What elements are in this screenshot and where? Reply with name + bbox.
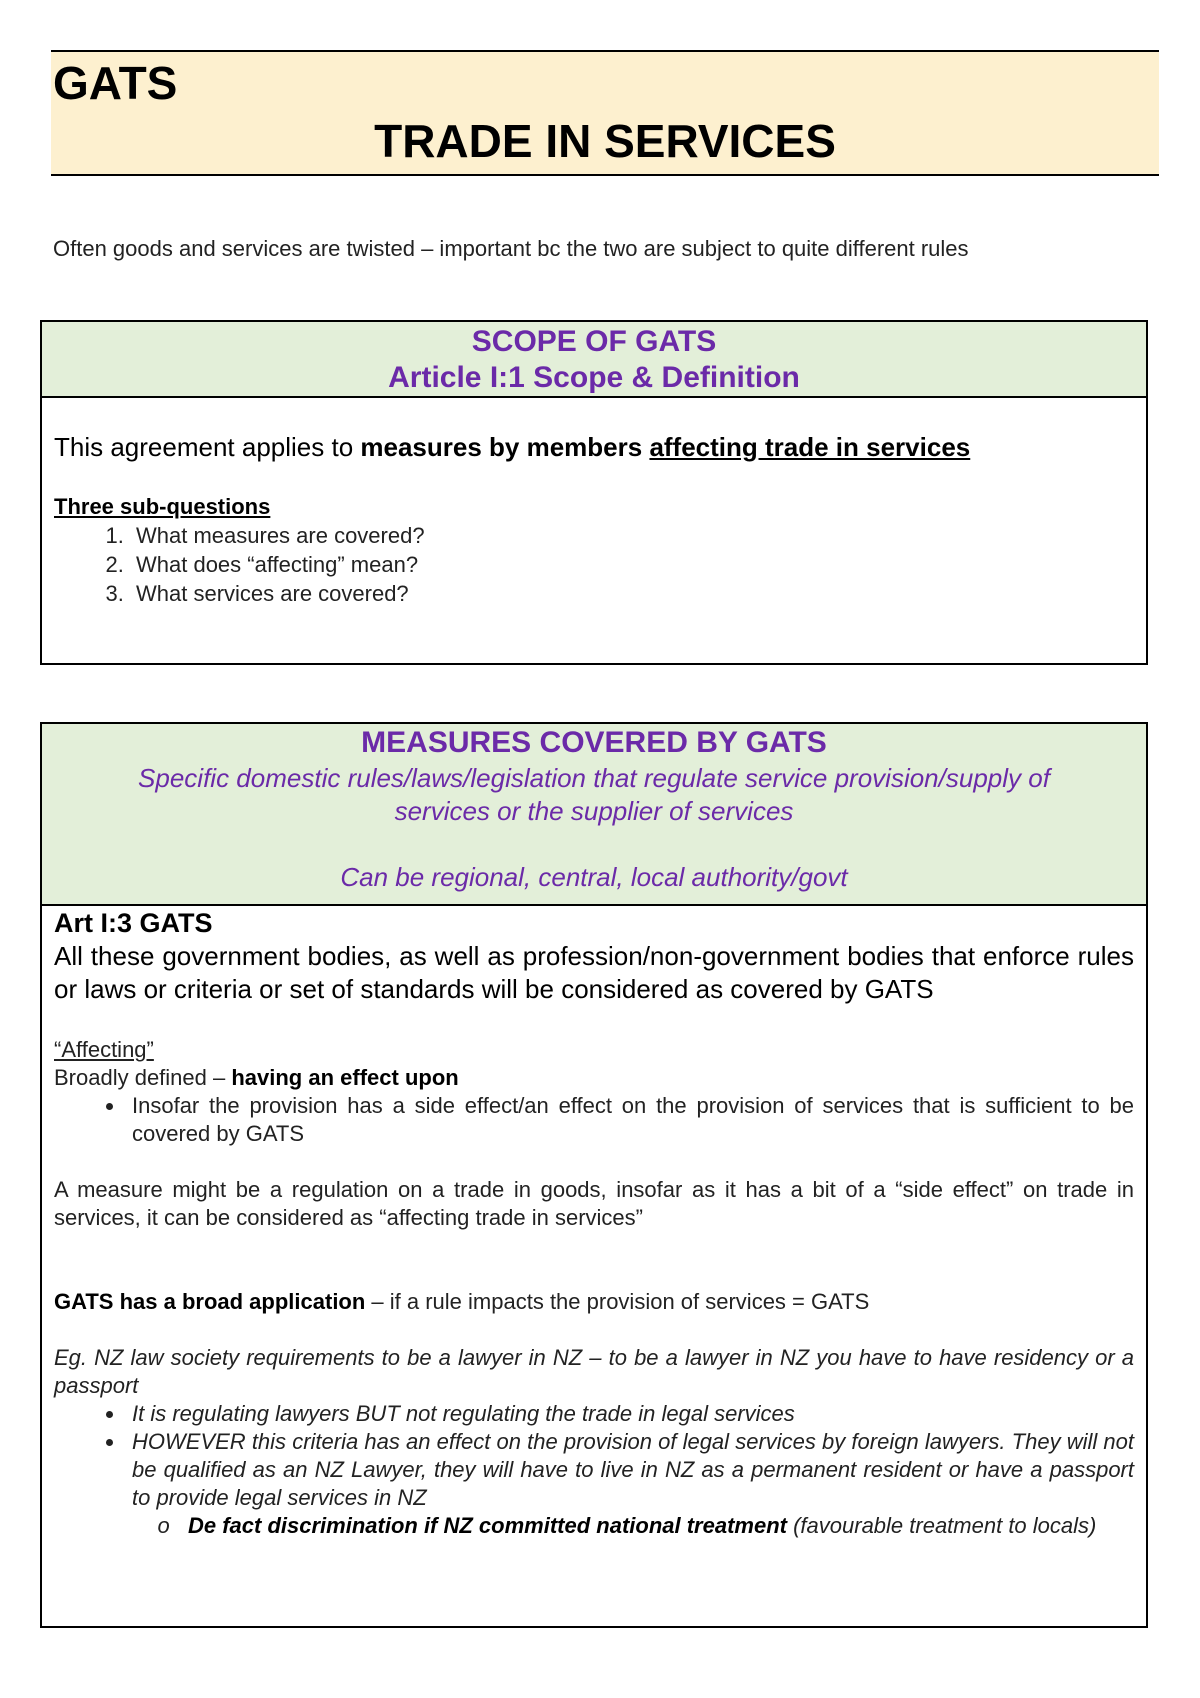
list-item: 3. What services are covered?	[130, 579, 1134, 608]
broadly-prefix: Broadly defined –	[54, 1065, 232, 1090]
list-item: • Insofar the provision has a side effect/an effect on the provision of services that is sufficient to be covered by GATS	[126, 1092, 1134, 1148]
measures-box-header	[42, 724, 1146, 906]
scope-heading: SCOPE OF GATS	[471, 325, 717, 358]
list-item	[126, 1428, 1134, 1540]
scope-lead-bold: measures by members	[360, 432, 650, 462]
measures-sub-line1: Specific domestic rules/laws/legislation that regulate service provision/supply of	[138, 763, 1050, 793]
broad-application	[54, 1288, 1134, 1316]
title-trade-in-services: TRADE IN SERVICES	[374, 115, 836, 167]
broad-bold: GATS has a broad application	[54, 1289, 366, 1314]
measures-box	[40, 722, 1148, 1628]
affecting-bullets	[54, 1092, 1134, 1148]
example-sub-bullets	[132, 1512, 1134, 1540]
affecting-label: “Affecting”	[54, 1037, 154, 1062]
subquestions-label: Three sub-questions	[54, 494, 271, 519]
scope-box-header	[42, 322, 1146, 398]
example-bullets	[54, 1400, 1134, 1540]
scope-lead-underline: affecting trade in services	[649, 432, 971, 462]
title-gats: GATS	[53, 57, 178, 109]
list-item	[182, 1512, 1134, 1540]
intro-text: Often goods and services are twisted – important bc the two are subject to quite different rules	[53, 236, 969, 261]
scope-lead-plain: This agreement applies to	[54, 432, 361, 462]
scope-lead	[54, 431, 1134, 463]
measures-sub-line2: services or the supplier of services	[394, 796, 794, 826]
title-banner	[51, 50, 1159, 176]
defacto-rest: (favourable treatment to locals)	[786, 1513, 1097, 1538]
list-item: • It is regulating lawyers BUT not regulating the trade in legal services	[126, 1400, 1134, 1428]
subquestions-list	[54, 521, 1134, 608]
measures-sub-line3: Can be regional, central, local authority/govt	[340, 862, 848, 892]
art-title: Art I:3 GATS	[54, 908, 213, 938]
defacto-bold: De fact discrimination if NZ committed national treatment	[188, 1513, 787, 1538]
list-item: 1. What measures are covered?	[130, 521, 1134, 550]
art-text: All these government bodies, as well as profession/non-government bodies that enforce rules or laws or criteria or set of standards will be considered as covered by GATS	[54, 941, 1134, 1004]
measures-box-body	[42, 906, 1146, 1540]
scope-subheading: Article I:1 Scope & Definition	[388, 361, 800, 394]
measures-heading: MEASURES COVERED BY GATS	[361, 726, 827, 759]
broad-rest: – if a rule impacts the provision of services = GATS	[365, 1289, 870, 1314]
example-paragraph: Eg. NZ law society requirements to be a lawyer in NZ – to be a lawyer in NZ you have to have residency or a passport	[54, 1345, 1134, 1398]
measure-paragraph: A measure might be a regulation on a trade in goods, insofar as it has a bit of a “side effect” on trade in services, it can be considered as “affecting trade in services”	[54, 1177, 1134, 1230]
broadly-defined	[54, 1064, 1134, 1092]
example-bullet-2-text: HOWEVER this criteria has an effect on the provision of legal services by foreign lawyers. They will not be qualified as an NZ Lawyer, they will have to live in NZ as a permanent resident or have a passport to provide legal services in NZ	[132, 1429, 1134, 1510]
broadly-bold: having an effect upon	[231, 1065, 459, 1090]
list-item: 2. What does “affecting” mean?	[130, 550, 1134, 579]
scope-box-body	[42, 431, 1146, 608]
scope-box	[40, 320, 1148, 665]
